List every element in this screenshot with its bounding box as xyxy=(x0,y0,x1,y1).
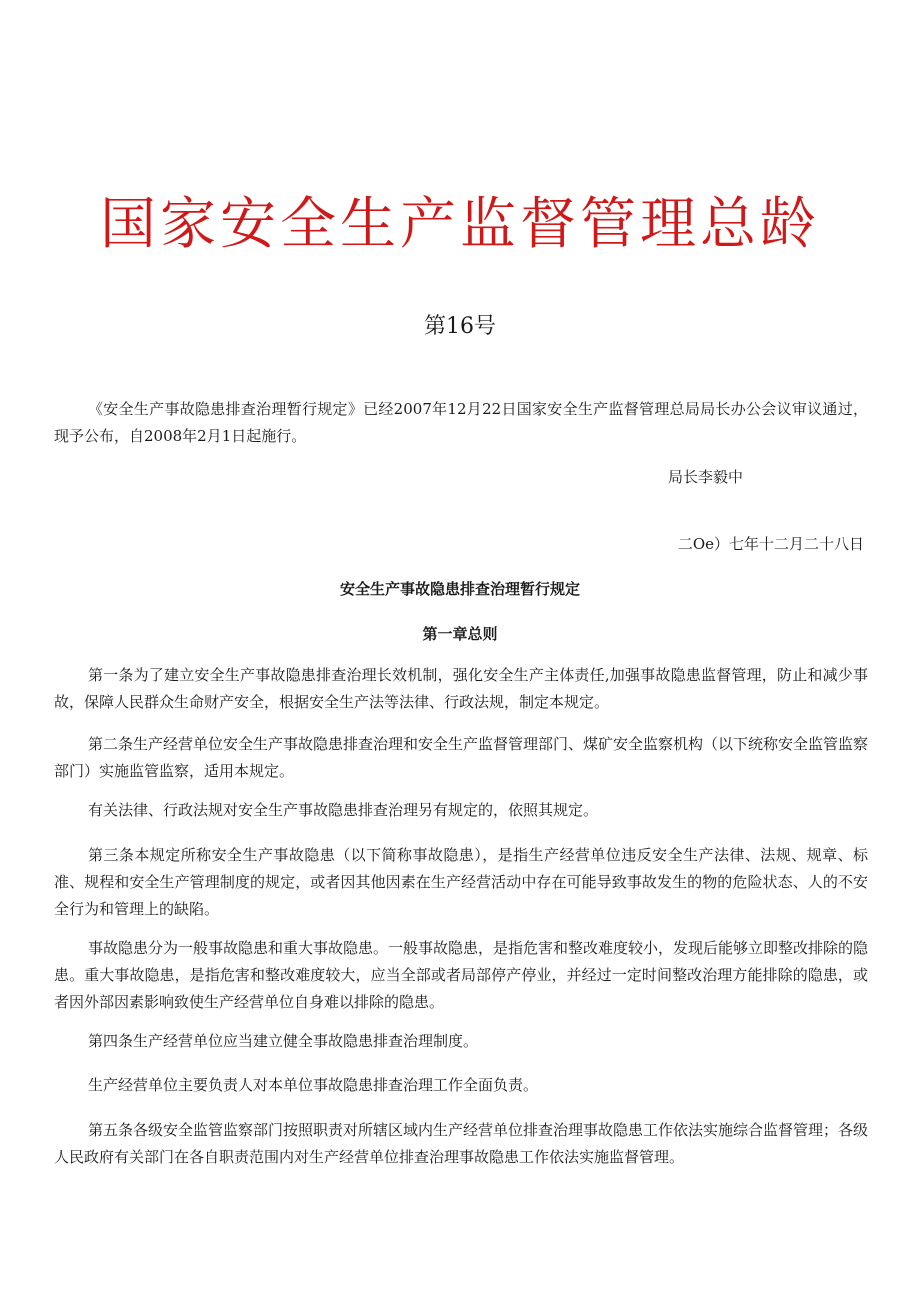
signatory: 局长李毅中 xyxy=(668,468,744,486)
article-paragraph: 有关法律、行政法规对安全生产事故隐患排查治理另有规定的，依照其规定。 xyxy=(88,801,599,819)
article-paragraph: 事故隐患分为一般事故隐患和重大事故隐患。一般事故隐患，是指危害和整改难度较小，发现后能够立即整改排除的隐患。重大事故隐患，是指危害和整改难度较大，应当全部或者局部停产停业，并经过一定时间整改治理方能排除的隐患，或者因外部因素影响致使生产经营单位自身难以排除的隐患。 xyxy=(54,939,869,1011)
issue-date: 二Oe）七年十二月二十八日 xyxy=(677,535,864,553)
article-paragraph: 第一条为了建立安全生产事故隐患排查治理长效机制，强化安全生产主体责任,加强事故隐患监督管理，防止和减少事故，保障人民群众生命财产安全，根据安全生产法等法律、行政法规，制定本规定。 xyxy=(54,666,868,711)
article-paragraph: 第三条本规定所称安全生产事故隐患（以下简称事故隐患），是指生产经营单位违反安全生产法律、法规、规章、标准、规程和安全生产管理制度的规定，或者因其他因素在生产经营活动中存在可能导致事故发生的物的危险状态、人的不安全行为和管理上的缺陷。 xyxy=(54,846,868,918)
article-paragraph: 第五条各级安全监管监察部门按照职责对所辖区域内生产经营单位排查治理事故隐患工作依法实施综合监督管理；各级人民政府有关部门在各自职责范围内对生产经营单位排查治理事故隐患工作依法实施监督管理。 xyxy=(54,1121,869,1166)
chapter-title: 第一章总则 xyxy=(422,625,498,643)
promulgation-text: 《安全生产事故隐患排查治理暂行规定》已经2007年12月22日国家安全生产监督管理总局局长办公会议审议通过，现予公布，自2008年2月1日起施行。 xyxy=(54,400,868,445)
article-paragraph: 第四条生产经营单位应当建立健全事故隐患排查治理制度。 xyxy=(88,1032,479,1050)
organization-title: 国家安全生产监督管理总龄 xyxy=(100,192,820,257)
article-paragraph: 第二条生产经营单位安全生产事故隐患排查治理和安全生产监督管理部门、煤矿安全监察机构（以下统称安全监管监察部门）实施监管监察，适用本规定。 xyxy=(54,735,869,780)
article-paragraph: 生产经营单位主要负责人对本单位事故隐患排查治理工作全面负责。 xyxy=(88,1076,539,1094)
regulation-title: 安全生产事故隐患排查治理暂行规定 xyxy=(339,580,580,598)
decree-number: 第16号 xyxy=(424,314,496,339)
